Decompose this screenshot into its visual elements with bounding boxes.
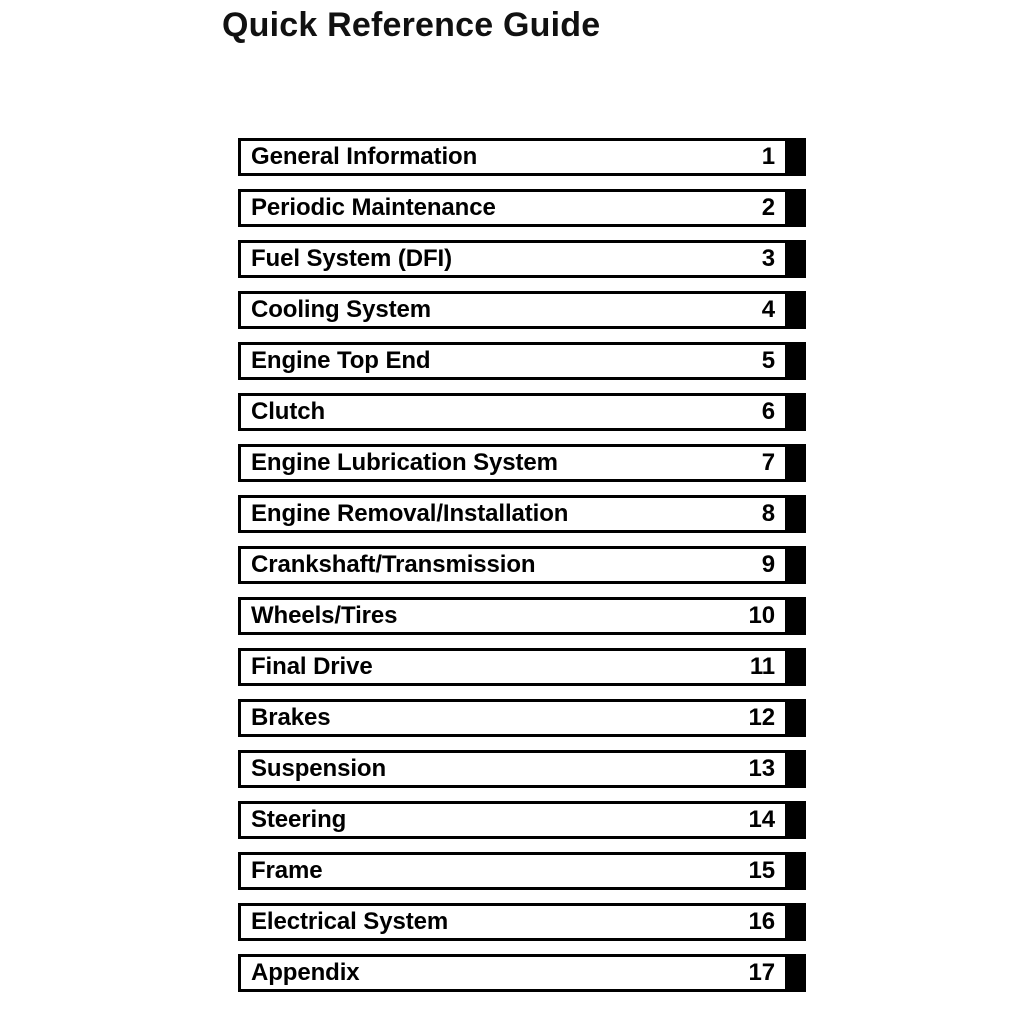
list-item[interactable] xyxy=(238,954,806,992)
toc-entry-label: Periodic Maintenance xyxy=(251,194,496,221)
toc-entry-label: Engine Top End xyxy=(251,347,431,374)
toc-entry-page: 17 xyxy=(748,959,775,986)
toc-entry-box[interactable] xyxy=(238,954,788,992)
toc-entry-label: Cooling System xyxy=(251,296,431,323)
toc-entry-label: Electrical System xyxy=(251,908,449,935)
section-tab-marker xyxy=(788,240,806,278)
list-item[interactable] xyxy=(238,342,806,380)
toc-entry-label: Fuel System (DFI) xyxy=(251,245,452,272)
section-tab-marker xyxy=(788,291,806,329)
toc-entry-box[interactable] xyxy=(238,240,788,278)
toc-entry-page: 10 xyxy=(748,602,775,629)
toc-entry-box[interactable] xyxy=(238,801,788,839)
section-tab-marker xyxy=(788,954,806,992)
section-tab-marker xyxy=(788,699,806,737)
toc-entry-box[interactable] xyxy=(238,342,788,380)
list-item[interactable] xyxy=(238,240,806,278)
section-tab-marker xyxy=(788,495,806,533)
toc-entry-box[interactable] xyxy=(238,393,788,431)
toc-entry-box[interactable] xyxy=(238,648,788,686)
toc-entry-box[interactable] xyxy=(238,189,788,227)
toc-entry-page: 7 xyxy=(761,449,775,476)
list-item[interactable] xyxy=(238,444,806,482)
toc-entry-label: Frame xyxy=(251,857,323,884)
section-tab-marker xyxy=(788,801,806,839)
toc-entry-label: Appendix xyxy=(251,959,360,986)
toc-entry-box[interactable] xyxy=(238,903,788,941)
list-item[interactable] xyxy=(238,597,806,635)
list-item[interactable] xyxy=(238,138,806,176)
list-item[interactable] xyxy=(238,393,806,431)
section-tab-marker xyxy=(788,648,806,686)
list-item[interactable] xyxy=(238,546,806,584)
list-item[interactable] xyxy=(238,801,806,839)
toc-entry-page: 1 xyxy=(761,143,775,170)
toc-entry-box[interactable] xyxy=(238,750,788,788)
page-title: Quick Reference Guide xyxy=(222,6,601,44)
toc-entry-label: Brakes xyxy=(251,704,331,731)
list-item[interactable] xyxy=(238,648,806,686)
toc-entry-label: Clutch xyxy=(251,398,326,425)
toc-entry-label: Suspension xyxy=(251,755,387,782)
toc-entry-page: 15 xyxy=(748,857,775,884)
toc-entry-page: 14 xyxy=(748,806,775,833)
list-item[interactable] xyxy=(238,903,806,941)
section-tab-marker xyxy=(788,852,806,890)
section-tab-marker xyxy=(788,597,806,635)
toc-entry-label: Crankshaft/Transmission xyxy=(251,551,536,578)
toc-entry-box[interactable] xyxy=(238,291,788,329)
list-item[interactable] xyxy=(238,189,806,227)
toc-entry-page: 9 xyxy=(761,551,775,578)
toc-entry-label: Engine Removal/Installation xyxy=(251,500,569,527)
toc-entry-box[interactable] xyxy=(238,852,788,890)
toc-entry-page: 16 xyxy=(748,908,775,935)
section-tab-marker xyxy=(788,393,806,431)
toc-entry-label: Wheels/Tires xyxy=(251,602,398,629)
section-tab-marker xyxy=(788,189,806,227)
toc-entry-page: 3 xyxy=(761,245,775,272)
toc-entry-page: 5 xyxy=(761,347,775,374)
toc-entry-label: Final Drive xyxy=(251,653,373,680)
toc-entry-box[interactable] xyxy=(238,546,788,584)
list-item[interactable] xyxy=(238,750,806,788)
toc-entry-page: 6 xyxy=(761,398,775,425)
toc-entry-page: 12 xyxy=(748,704,775,731)
toc-entry-page: 8 xyxy=(761,500,775,527)
section-tab-marker xyxy=(788,444,806,482)
toc-entry-page: 2 xyxy=(761,194,775,221)
toc-entry-box[interactable] xyxy=(238,444,788,482)
table-of-contents xyxy=(238,138,806,1005)
list-item[interactable] xyxy=(238,495,806,533)
toc-entry-box[interactable] xyxy=(238,597,788,635)
toc-entry-page: 11 xyxy=(749,653,775,680)
toc-entry-box[interactable] xyxy=(238,138,788,176)
list-item[interactable] xyxy=(238,699,806,737)
toc-entry-box[interactable] xyxy=(238,495,788,533)
toc-entry-box[interactable] xyxy=(238,699,788,737)
list-item[interactable] xyxy=(238,291,806,329)
toc-entry-page: 4 xyxy=(761,296,775,323)
section-tab-marker xyxy=(788,342,806,380)
list-item[interactable] xyxy=(238,852,806,890)
toc-entry-page: 13 xyxy=(748,755,775,782)
section-tab-marker xyxy=(788,903,806,941)
section-tab-marker xyxy=(788,138,806,176)
section-tab-marker xyxy=(788,750,806,788)
toc-entry-label: General Information xyxy=(251,143,478,170)
section-tab-marker xyxy=(788,546,806,584)
toc-entry-label: Steering xyxy=(251,806,347,833)
toc-entry-label: Engine Lubrication System xyxy=(251,449,558,476)
